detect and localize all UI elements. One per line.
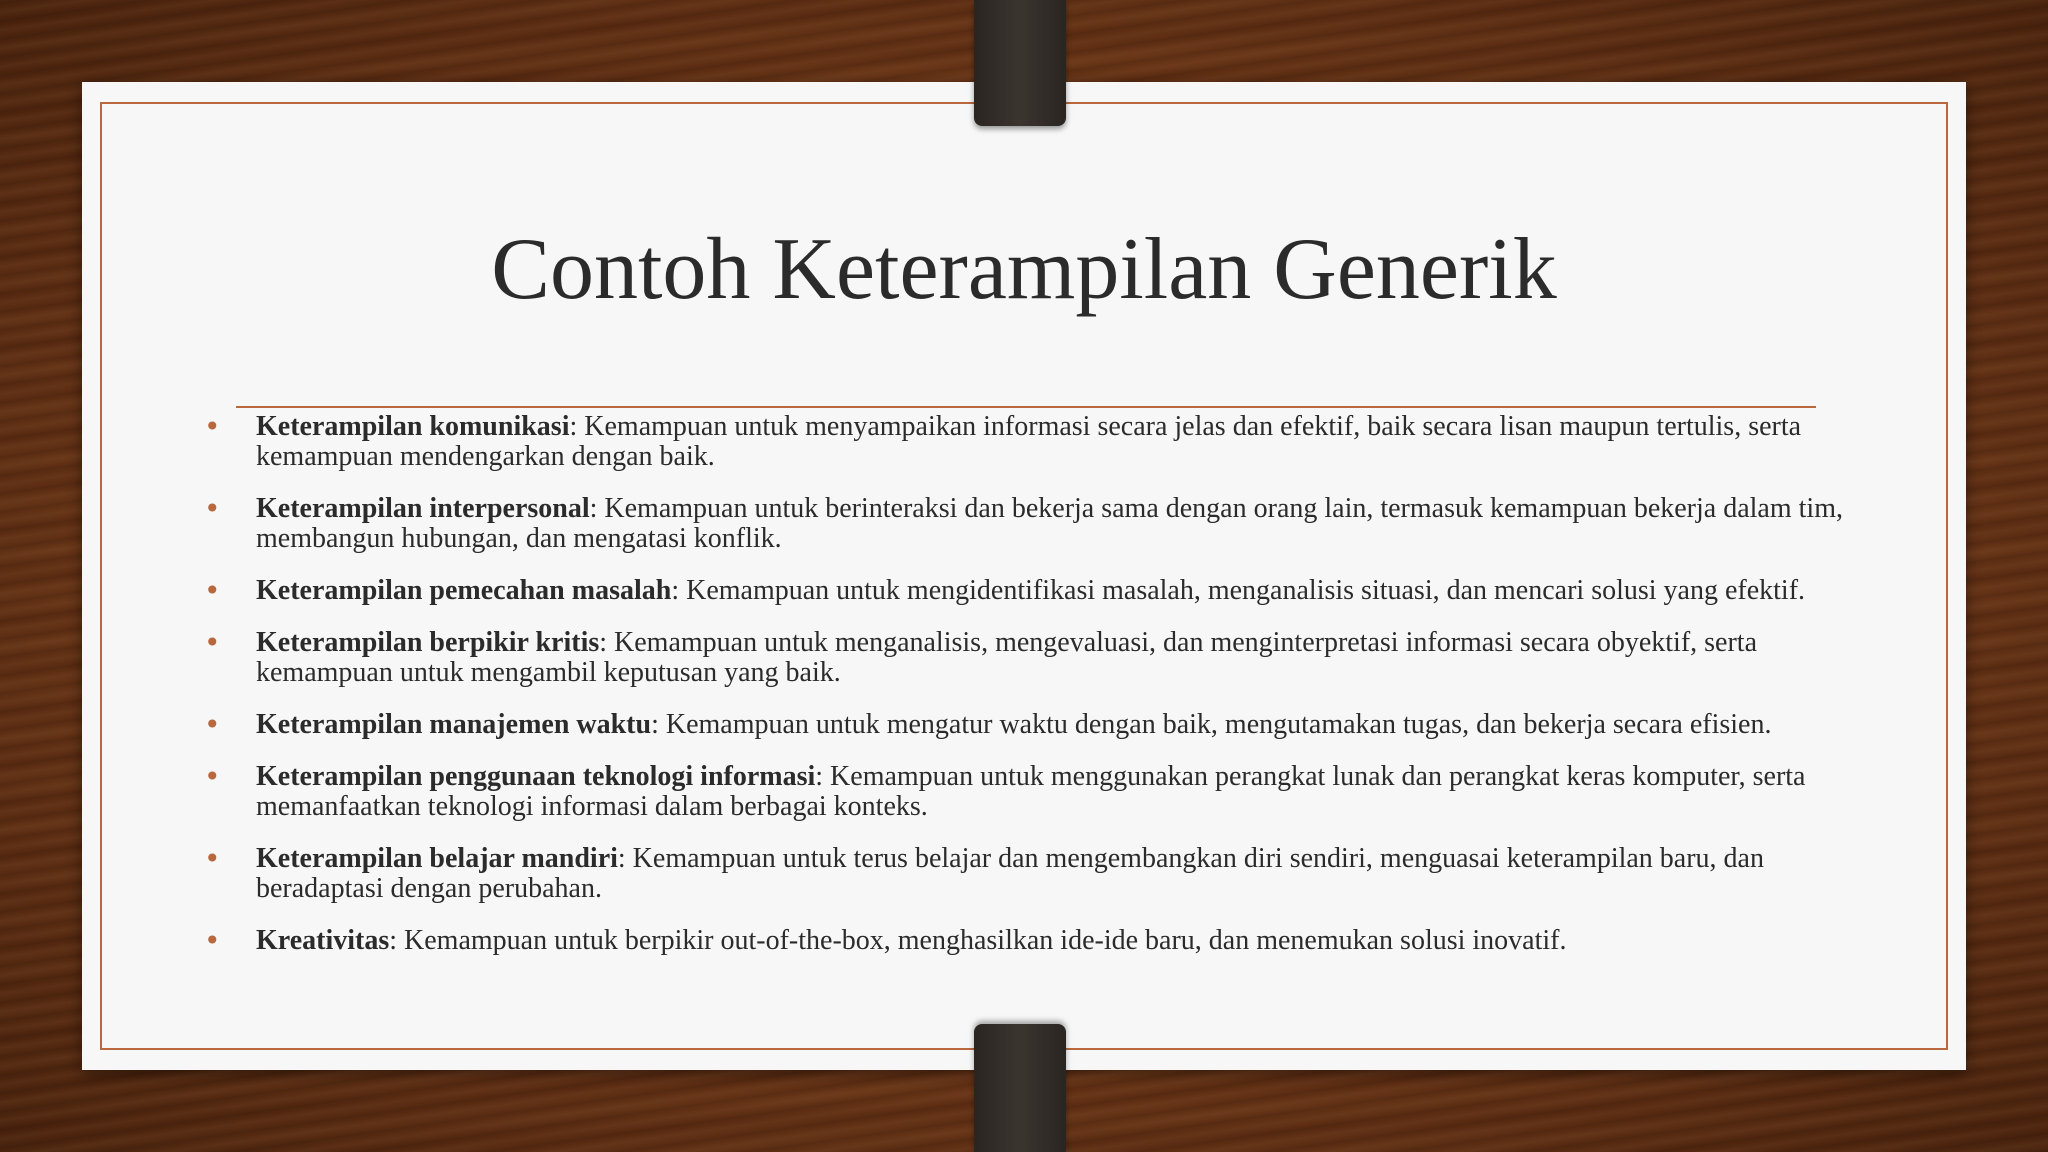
bullet-list [204, 412, 1884, 978]
list-item [204, 710, 1884, 740]
bullet-icon: • [204, 760, 221, 793]
item-description: : Kemampuan untuk berpikir out-of-the-box, menghasilkan ide-ide baru, dan menemukan solusi inovatif. [389, 925, 1567, 956]
strap-bottom [974, 1024, 1066, 1152]
item-description: : Kemampuan untuk terus belajar dan mengembangkan diri sendiri, menguasai keterampilan baru, dan beradaptasi dengan perubahan. [256, 843, 1764, 904]
bullet-icon: • [204, 574, 221, 607]
bullet-icon: • [204, 492, 221, 525]
bullet-icon: • [204, 626, 221, 659]
list-item [204, 412, 1884, 472]
list-item [204, 926, 1884, 956]
title-divider [236, 406, 1816, 408]
item-term: Keterampilan komunikasi [256, 411, 570, 442]
strap-top [974, 0, 1066, 126]
item-term: Keterampilan manajemen waktu [256, 709, 652, 740]
list-item [204, 494, 1884, 554]
item-description: : Kemampuan untuk berinteraksi dan bekerja sama dengan orang lain, termasuk kemampuan bekerja dalam tim, membangun hubungan, dan mengatasi konflik. [256, 493, 1843, 554]
item-term: Keterampilan interpersonal [256, 493, 590, 524]
bullet-icon: • [204, 842, 221, 875]
bullet-icon: • [204, 708, 221, 741]
item-description: : Kemampuan untuk menyampaikan informasi secara jelas dan efektif, baik secara lisan maupun tertulis, serta kemampuan mendengarkan dengan baik. [256, 411, 1802, 472]
item-description: : Kemampuan untuk mengidentifikasi masalah, menganalisis situasi, dan mencari solusi yang efektif. [671, 575, 1806, 606]
list-item [204, 628, 1884, 688]
item-description: : Kemampuan untuk menganalisis, mengevaluasi, dan menginterpretasi informasi secara obyektif, serta kemampuan untuk mengambil keputusan yang baik. [256, 627, 1757, 688]
item-term: Keterampilan penggunaan teknologi informasi [256, 761, 816, 792]
item-term: Kreativitas [256, 925, 390, 956]
item-term: Keterampilan berpikir kritis [256, 627, 600, 658]
bullet-icon: • [204, 410, 221, 443]
bullet-icon: • [204, 924, 221, 957]
list-item [204, 576, 1884, 606]
list-item [204, 762, 1884, 822]
item-description: : Kemampuan untuk menggunakan perangkat lunak dan perangkat keras komputer, serta memanfaatkan teknologi informasi dalam berbagai konteks. [256, 761, 1806, 822]
item-term: Keterampilan belajar mandiri [256, 843, 618, 874]
item-description: : Kemampuan untuk mengatur waktu dengan baik, mengutamakan tugas, dan bekerja secara efisien. [651, 709, 1772, 740]
slide-title: Contoh Keterampilan Generik [491, 221, 1557, 318]
item-term: Keterampilan pemecahan masalah [256, 575, 672, 606]
list-item [204, 844, 1884, 904]
